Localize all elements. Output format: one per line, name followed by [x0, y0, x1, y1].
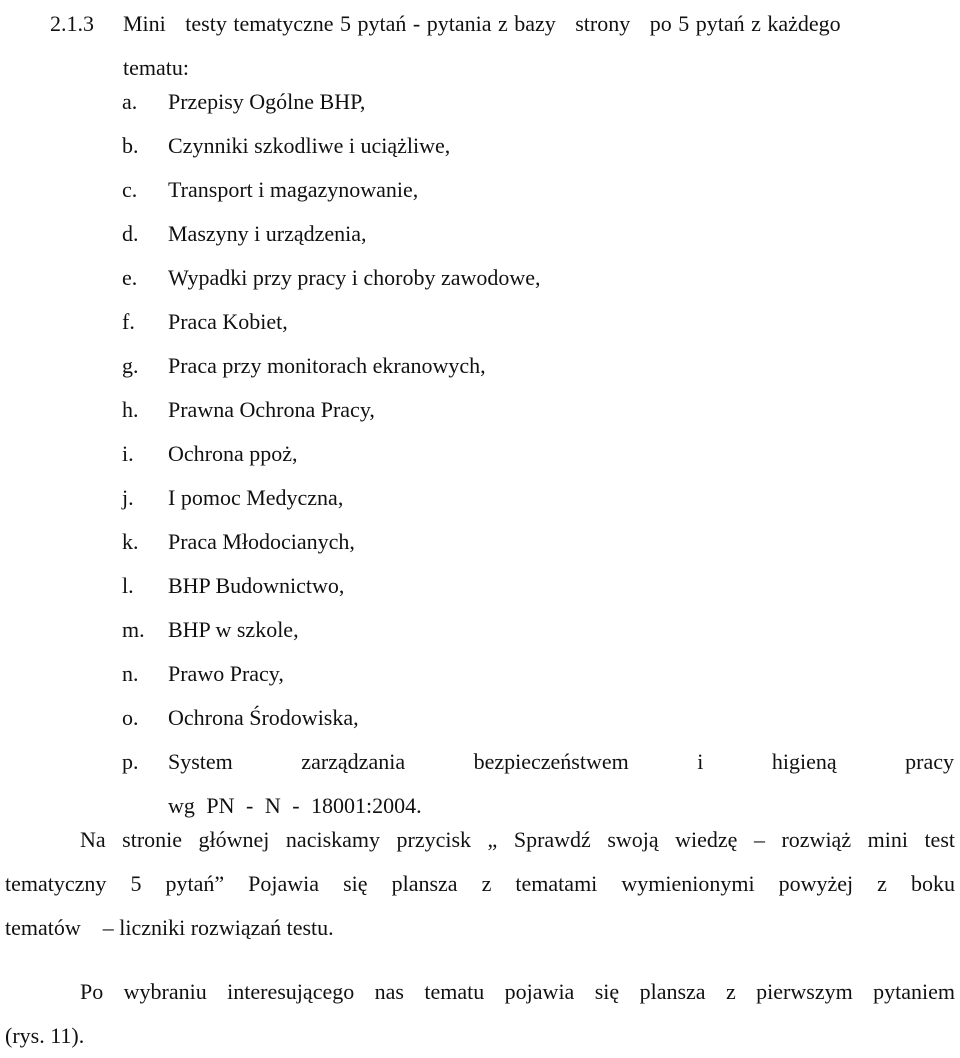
list-marker: m.	[122, 617, 145, 642]
topic-label: Przepisy Ogólne BHP,	[168, 89, 366, 114]
list-marker: d.	[122, 221, 139, 246]
paragraph-line: Po wybraniu interesującego nas tematu pojawia się plansza z pierwszym pytaniem	[80, 979, 955, 1004]
topic-list	[0, 80, 960, 818]
list-marker: b.	[122, 133, 139, 158]
topic-label: BHP w szkole,	[168, 617, 299, 642]
list-marker: e.	[122, 265, 138, 290]
topic-label: Prawo Pracy,	[168, 661, 284, 686]
followup-paragraph	[5, 970, 955, 1058]
list-item	[0, 212, 960, 256]
list-item	[0, 80, 960, 124]
list-marker: p.	[122, 749, 139, 774]
list-item	[0, 168, 960, 212]
list-marker: c.	[122, 177, 138, 202]
topic-label: Praca przy monitorach ekranowych,	[168, 353, 486, 378]
list-item	[0, 124, 960, 168]
list-marker: n.	[122, 661, 139, 686]
list-marker: j.	[122, 485, 134, 510]
paragraph-line: tematów – liczniki rozwiązań testu.	[5, 915, 334, 940]
topic-label-continuation: wg PN - N - 18001:2004.	[168, 793, 422, 818]
section-number: 2.1.3	[50, 11, 94, 36]
list-item	[0, 256, 960, 300]
topic-label: I pomoc Medyczna,	[168, 485, 344, 510]
list-marker: a.	[122, 89, 138, 114]
list-item	[0, 608, 960, 652]
list-item	[0, 476, 960, 520]
list-item	[0, 740, 960, 818]
topic-label: Prawna Ochrona Pracy,	[168, 397, 375, 422]
topic-label: Maszyny i urządzenia,	[168, 221, 367, 246]
list-marker: h.	[122, 397, 139, 422]
list-item	[0, 564, 960, 608]
list-item	[0, 696, 960, 740]
section-title-continuation: tematu:	[123, 55, 189, 80]
list-item	[0, 520, 960, 564]
list-marker: o.	[122, 705, 139, 730]
topic-label: Czynniki szkodliwe i uciążliwe,	[168, 133, 451, 158]
list-marker: l.	[122, 573, 134, 598]
list-item	[0, 432, 960, 476]
section-title: Mini testy tematyczne 5 pytań - pytania z bazy strony po 5 pytań z każdego	[123, 11, 841, 36]
instruction-paragraph	[5, 818, 955, 950]
topic-label: Praca Młodocianych,	[168, 529, 355, 554]
list-marker: f.	[122, 309, 135, 334]
topic-label: Transport i magazynowanie,	[168, 177, 419, 202]
topic-label: System zarządzania bezpieczeństwem i higieną pracy	[168, 749, 954, 774]
paragraph-line: (rys. 11).	[5, 1023, 85, 1048]
topic-label: BHP Budownictwo,	[168, 573, 345, 598]
list-item	[0, 344, 960, 388]
topic-label: Ochrona Środowiska,	[168, 705, 359, 730]
topic-label: Praca Kobiet,	[168, 309, 288, 334]
list-item	[0, 300, 960, 344]
list-marker: i.	[122, 441, 134, 466]
paragraph-line: Na stronie głównej naciskamy przycisk „ Sprawdź swoją wiedzę – rozwiąż mini test	[80, 827, 955, 852]
list-item	[0, 388, 960, 432]
topic-label: Ochrona ppoż,	[168, 441, 298, 466]
paragraph-line: tematyczny 5 pytań” Pojawia się plansza z tematami wymienionymi powyżej z boku	[5, 871, 955, 896]
list-marker: k.	[122, 529, 139, 554]
list-item	[0, 652, 960, 696]
list-marker: g.	[122, 353, 139, 378]
topic-label: Wypadki przy pracy i choroby zawodowe,	[168, 265, 541, 290]
